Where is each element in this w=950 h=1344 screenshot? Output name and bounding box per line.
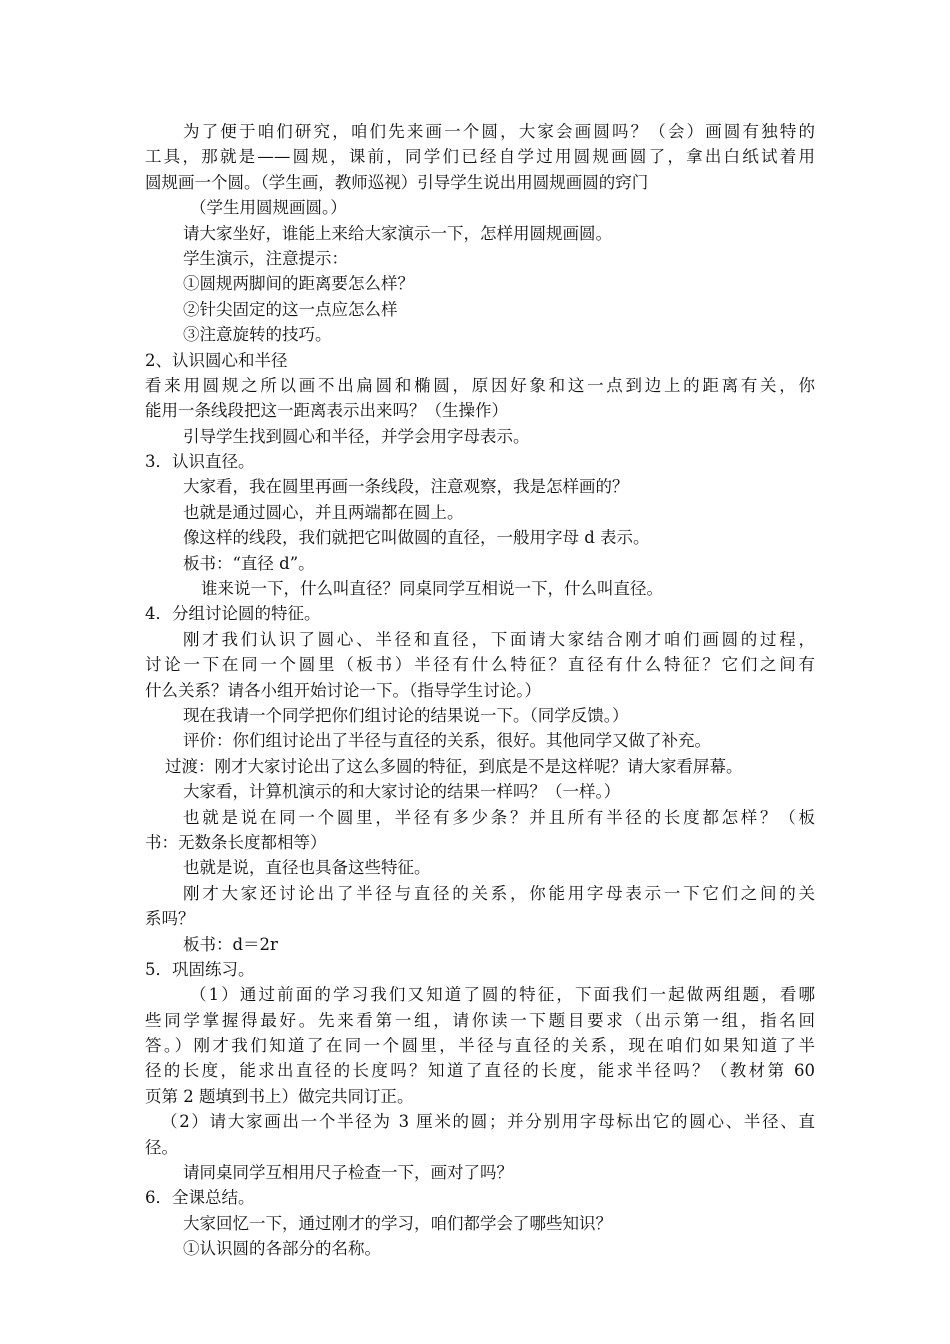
paragraph-line: 页第 2 题填到书上）做完共同订正。 [145,1086,414,1106]
list-item: ②针尖固定的这一点应怎么样 [183,299,398,319]
list-item: ③注意旋转的技巧。 [183,325,332,345]
paragraph-line: 板书：d＝2r [183,934,278,954]
paragraph-line: 讨论一下在同一个圆里（板书）半径有什么特征？直径有什么特征？它们之间有 [145,655,815,675]
list-item: ①圆规两脚间的距离要怎么样？ [183,274,414,294]
paragraph-line: 大家看，我在圆里再画一条线段，注意观察，我是怎样画的？ [183,477,629,497]
paragraph-line: 系吗？ [145,909,195,929]
paragraph-line: 什么关系？请各小组开始讨论一下。（指导学生讨论。） [145,680,541,700]
paragraph-line: 工具，那就是——圆规，课前，同学们已经自学过用圆规画圆了，拿出白纸试着用 [145,147,815,167]
paragraph-line: 现在我请一个同学把你们组讨论的结果说一下。（同学反馈。） [183,705,629,725]
paragraph-line: 请同桌同学互相用尺子检查一下，画对了吗？ [183,1163,513,1183]
paragraph-line: （2）请大家画出一个半径为 3 厘米的圆；并分别用字母标出它的圆心、半径、直 [161,1112,815,1132]
paragraph-line: 谁来说一下，什么叫直径？同桌同学互相说一下，什么叫直径。 [201,579,663,599]
paragraph-line: 答。）刚才我们知道了在同一个圆里，半径与直径的关系，现在咱们如果知道了半 [145,1036,815,1056]
section-heading: 4．分组讨论圆的特征。 [145,604,321,624]
paragraph-line: 为了便于咱们研究，咱们先来画一个圆，大家会画圆吗？（会）画圆有独特的 [183,122,815,141]
paragraph-line: 板书：“直径 d”。 [183,553,315,573]
paragraph-line: 书：无数条长度都相等） [145,832,327,852]
section-heading: 5．巩固练习。 [145,959,255,979]
paragraph-line: 也就是通过圆心，并且两端都在圆上。 [183,502,464,522]
paragraph-line: 刚才我们认识了圆心、半径和直径，下面请大家结合刚才咱们画圆的过程， [183,629,815,649]
paragraph-line: 过渡：刚才大家讨论出了这么多圆的特征，到底是不是这样呢？请大家看屏幕。 [165,756,743,776]
paragraph-line: 些同学掌握得最好。先来看第一组，请你读一下题目要求（出示第一组，指名回 [145,1010,815,1030]
section-heading: 6．全课总结。 [145,1188,255,1208]
paragraph-line: 能用一条线段把这一距离表示出来吗？（生操作） [145,401,508,421]
list-item: ①认识圆的各部分的名称。 [183,1239,381,1259]
paragraph-line: 刚才大家还讨论出了半径与直径的关系，你能用字母表示一下它们之间的关 [183,883,815,903]
paragraph-line: 大家回忆一下，通过刚才的学习，咱们都学会了哪些知识？ [183,1213,612,1233]
paragraph-line: 引导学生找到圆心和半径，并学会用字母表示。 [183,426,530,446]
document-body [145,119,815,1262]
paragraph-line: 也就是说在同一个圆里，半径有多少条？并且所有半径的长度都怎样？（板 [183,807,815,827]
paragraph-line: （学生用圆规画圆。） [190,198,347,218]
paragraph-line: 学生演示，注意提示： [183,248,348,268]
paragraph-line: （1）通过前面的学习我们又知道了圆的特征，下面我们一起做两组题，看哪 [190,985,815,1005]
paragraph-line: 评价：你们组讨论出了半径与直径的关系，很好。其他同学又做了补充。 [183,731,711,751]
paragraph-line: 大家看，计算机演示的和大家讨论的结果一样吗？（一样。） [183,782,621,802]
paragraph-line: 径。 [145,1137,178,1157]
paragraph-line: 请大家坐好，谁能上来给大家演示一下，怎样用圆规画圆。 [183,223,612,243]
paragraph-line: 像这样的线段，我们就把它叫做圆的直径，一般用字母 d 表示。 [183,528,650,548]
section-heading: 2、认识圆心和半径 [145,350,288,370]
paragraph-line: 也就是说，直径也具备这些特征。 [183,858,431,878]
paragraph-line: 看来用圆规之所以画不出扁圆和椭圆，原因好象和这一点到边上的距离有关，你 [145,375,815,395]
paragraph-line: 径的长度，能求出直径的长度吗？知道了直径的长度，能求半径吗？（教材第 60 [145,1061,815,1081]
paragraph-line: 圆规画一个圆。（学生画，教师巡视）引导学生说出用圆规画圆的窍门 [145,172,649,192]
section-heading: 3．认识直径。 [145,452,255,472]
